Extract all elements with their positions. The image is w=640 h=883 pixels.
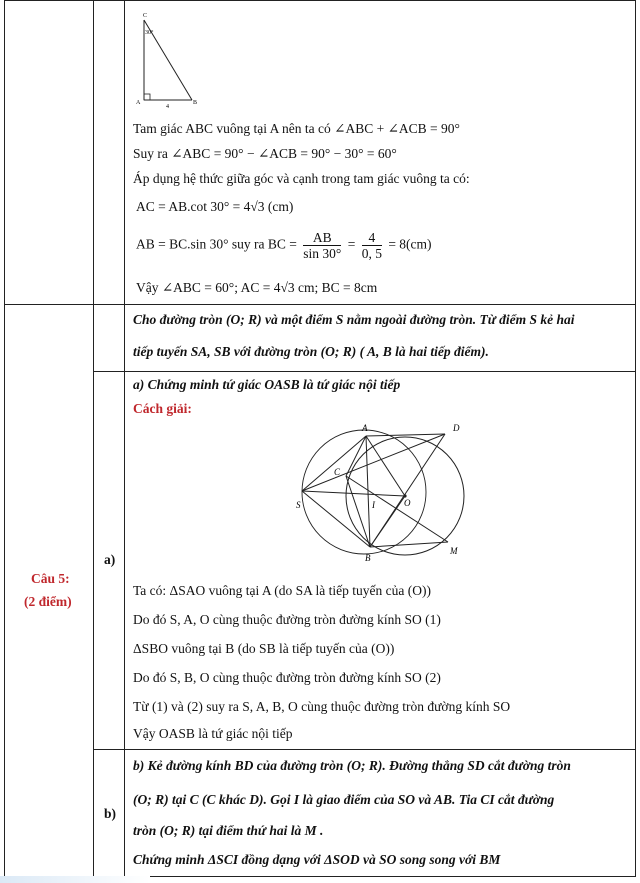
part-b-line-1: b) Kẻ đường kính BD của đường tròn (O; R). Đường thẳng SD cắt đường tròn	[133, 758, 571, 773]
point-label-c: C	[334, 467, 341, 477]
vertex-label-c: C	[143, 13, 148, 19]
part-a-line-4: Do đó S, B, O cùng thuộc đường tròn đường kính SO (2)	[133, 670, 441, 685]
point-label-m: M	[450, 546, 458, 556]
row-divider-2	[93, 371, 636, 372]
solution-line-1: Tam giác ABC vuông tại A nên ta có ∠ABC + ∠ACB = 90°	[133, 121, 460, 136]
question-intro-1: Cho đường tròn (O; R) và một điểm S nằm ngoài đường tròn. Từ điểm S kẻ hai	[133, 312, 575, 327]
vertex-label-a: A	[136, 100, 141, 106]
angle-label: 30°	[145, 30, 154, 36]
question-points: (2 điểm)	[24, 594, 72, 609]
table-border-top	[4, 0, 636, 1]
solution-line-3: Áp dụng hệ thức giữa góc và cạnh trong tam giác vuông ta có:	[133, 171, 470, 186]
solution-line-4: AC = AB.cot 30° = 4√3 (cm)	[136, 199, 294, 214]
part-b-line-4: Chứng minh ΔSCI đồng dạng với ΔSOD và SO song song với BM	[133, 852, 501, 867]
method-label: Cách giải:	[133, 401, 192, 416]
question-label: Câu 5:	[31, 571, 70, 586]
table-border-left	[4, 0, 5, 877]
eq-prefix: AB = BC.sin 30° suy ra BC =	[136, 236, 297, 252]
solution-line-5	[136, 230, 432, 261]
part-b-label: b)	[104, 806, 117, 821]
eq-result: = 8(cm)	[388, 236, 432, 252]
part-b-line-3: tròn (O; R) tại điểm thứ hai là M .	[133, 823, 324, 838]
part-a-line-1: Ta có: ΔSAO vuông tại A (do SA là tiếp tuyến của (O))	[133, 583, 431, 598]
fraction-4-05	[362, 230, 382, 261]
fraction-denominator: 0, 5	[361, 246, 382, 261]
table-border-right	[635, 0, 636, 877]
solution-line-2: Suy ra ∠ABC = 90° − ∠ACB = 90° − 30° = 60°	[133, 146, 397, 161]
fraction-numerator: AB	[303, 230, 341, 246]
point-label-o: O	[404, 498, 411, 508]
point-label-a: A	[362, 423, 368, 433]
part-a-line-3: ΔSBO vuông tại B (do SB là tiếp tuyến của (O))	[133, 641, 395, 656]
solution-line-6: Vậy ∠ABC = 60°; AC = 4√3 cm; BC = 8cm	[136, 280, 378, 295]
point-label-b: B	[365, 553, 371, 563]
part-a-label: a)	[104, 552, 116, 567]
row-divider-3	[93, 749, 636, 750]
part-a-line-6: Vậy OASB là tứ giác nội tiếp	[133, 726, 293, 741]
bottom-decoration	[0, 876, 150, 883]
question-intro-2: tiếp tuyến SA, SB với đường tròn (O; R) ( A, B là hai tiếp điểm).	[133, 344, 489, 359]
fraction-ab-sin	[303, 230, 341, 261]
table-border-col1	[93, 0, 94, 877]
part-a-title: a) Chứng minh tứ giác OASB là tứ giác nội tiếp	[133, 377, 401, 392]
side-label: 4	[166, 104, 169, 110]
point-label-d: D	[453, 423, 460, 433]
point-label-i: I	[372, 500, 375, 510]
part-b-line-2: (O; R) tại C (C khác D). Gọi I là giao điểm của SO và AB. Tia CI cắt đường	[133, 792, 555, 807]
point-label-s: S	[296, 500, 301, 510]
eq-equals: =	[347, 236, 356, 252]
vertex-label-b: B	[193, 100, 198, 106]
part-a-line-5: Từ (1) và (2) suy ra S, A, B, O cùng thuộc đường tròn đường kính SO	[133, 699, 511, 714]
table-border-col2	[124, 0, 125, 877]
fraction-denominator: sin 30°	[303, 246, 342, 261]
fraction-numerator: 4	[362, 230, 382, 246]
row-divider-1	[4, 304, 636, 305]
part-a-line-2: Do đó S, A, O cùng thuộc đường tròn đường kính SO (1)	[133, 612, 441, 627]
triangle-figure	[132, 8, 202, 110]
circle-figure	[290, 418, 490, 568]
